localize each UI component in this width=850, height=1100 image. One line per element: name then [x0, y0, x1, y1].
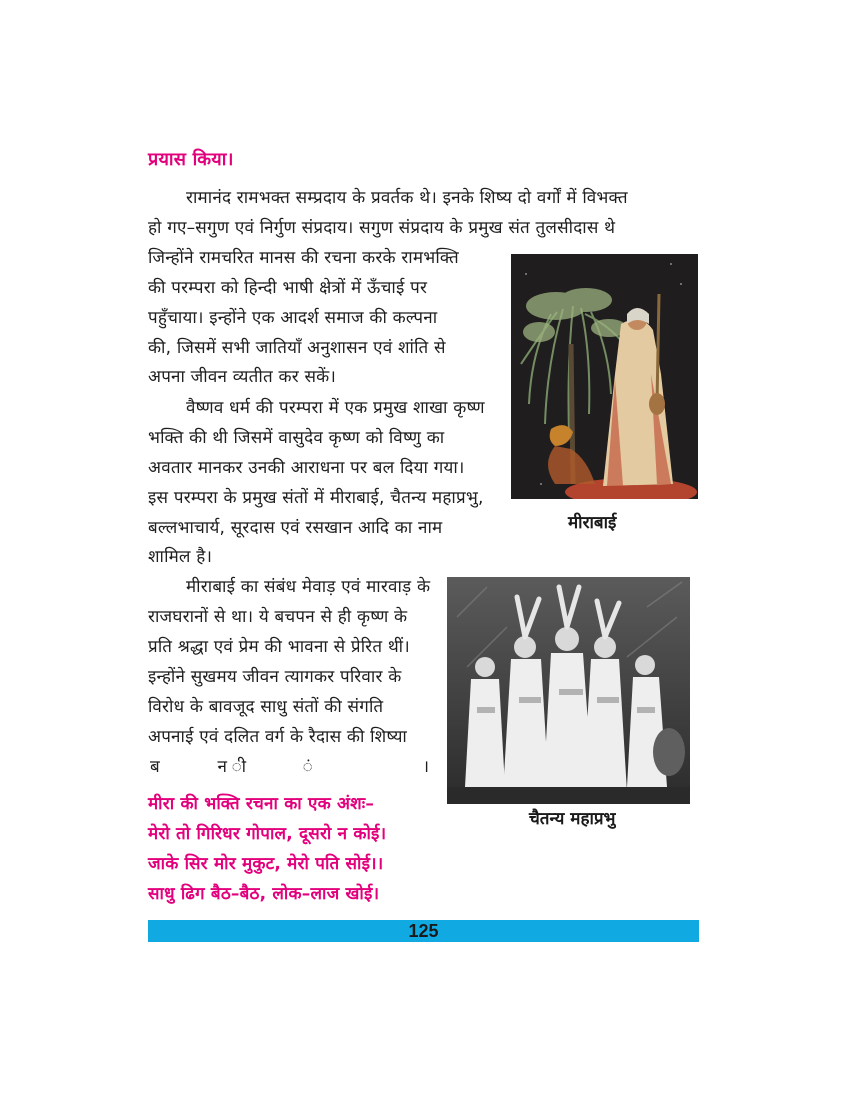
paragraph-line: इस परम्परा के प्रमुख संतों में मीराबाई, चैतन्य महाप्रभु,	[148, 488, 484, 508]
paragraph-line: हो गए–सगुण एवं निर्गुण संप्रदाय। सगुण संप्रदाय के प्रमुख संत तुलसीदास थे	[148, 218, 616, 238]
footer-bar	[148, 920, 699, 942]
paragraph-line: पहुँचाया। इन्होंने एक आदर्श समाज की कल्पना	[148, 308, 438, 328]
paragraph-line: अपनाई एवं दलित वर्ग के रैदास की शिष्या	[148, 727, 408, 747]
poem-intro: मीरा की भक्ति रचना का एक अंशः–	[148, 794, 375, 814]
poem-line: साधु ढिग बैठ–बैठ, लोक–लाज खोई।	[148, 884, 380, 904]
paragraph-line: प्रति श्रद्धा एवं प्रेम की भावना से प्रेरित थीं।	[148, 637, 410, 657]
paragraph-line: राजघरानों से था। ये बचपन से ही कृष्ण के	[148, 607, 408, 627]
meerabai-caption: मीराबाई	[568, 513, 617, 533]
paragraph-line: इन्होंने सुखमय जीवन त्यागकर परिवार के	[148, 667, 402, 687]
paragraph-line: की परम्परा को हिन्दी भाषी क्षेत्रों में ऊँचाई पर	[148, 278, 428, 298]
paragraph-line: ब न ी ं ।	[150, 757, 430, 777]
page-number: 125	[408, 921, 439, 941]
paragraph-line: बल्लभाचार्य, सूरदास एवं रसखान आदि का नाम	[148, 518, 443, 538]
meerabai-painting	[511, 254, 698, 499]
paragraph-line: विरोध के बावजूद साधु संतों की संगति	[148, 697, 384, 717]
paragraph-line: भक्ति की थी जिसमें वासुदेव कृष्ण को विष्णु का	[148, 428, 445, 448]
poem-line: मेरो तो गिरिधर गोपाल, दूसरो न कोई।	[148, 824, 387, 844]
poem-line: जाके सिर मोर मुकुट, मेरो पति सोई।।	[148, 854, 384, 874]
chaitanya-engraving	[447, 577, 690, 804]
paragraph-line: रामानंद रामभक्त सम्प्रदाय के प्रवर्तक थे। इनके शिष्य दो वर्गों में विभक्त	[186, 188, 628, 208]
paragraph-line: जिन्होंने रामचरित मानस की रचना करके रामभक्ति	[148, 248, 459, 268]
chaitanya-illustration	[447, 577, 690, 804]
paragraph-line: शामिल है।	[148, 547, 213, 567]
meerabai-illustration	[511, 254, 698, 499]
chaitanya-caption: चैतन्य महाप्रभु	[529, 809, 616, 829]
paragraph-line: वैष्णव धर्म की परम्परा में एक प्रमुख शाखा कृष्ण	[186, 398, 485, 418]
paragraph-line: की, जिसमें सभी जातियाँ अनुशासन एवं शांति से	[148, 338, 446, 358]
paragraph-line: अपना जीवन व्यतीत कर सकें।	[148, 367, 337, 387]
heading-continuation: प्रयास किया।	[148, 149, 234, 170]
paragraph-line: अवतार मानकर उनकी आराधना पर बल दिया गया।	[148, 458, 465, 478]
paragraph-line: मीराबाई का संबंध मेवाड़ एवं मारवाड़ के	[186, 577, 431, 597]
